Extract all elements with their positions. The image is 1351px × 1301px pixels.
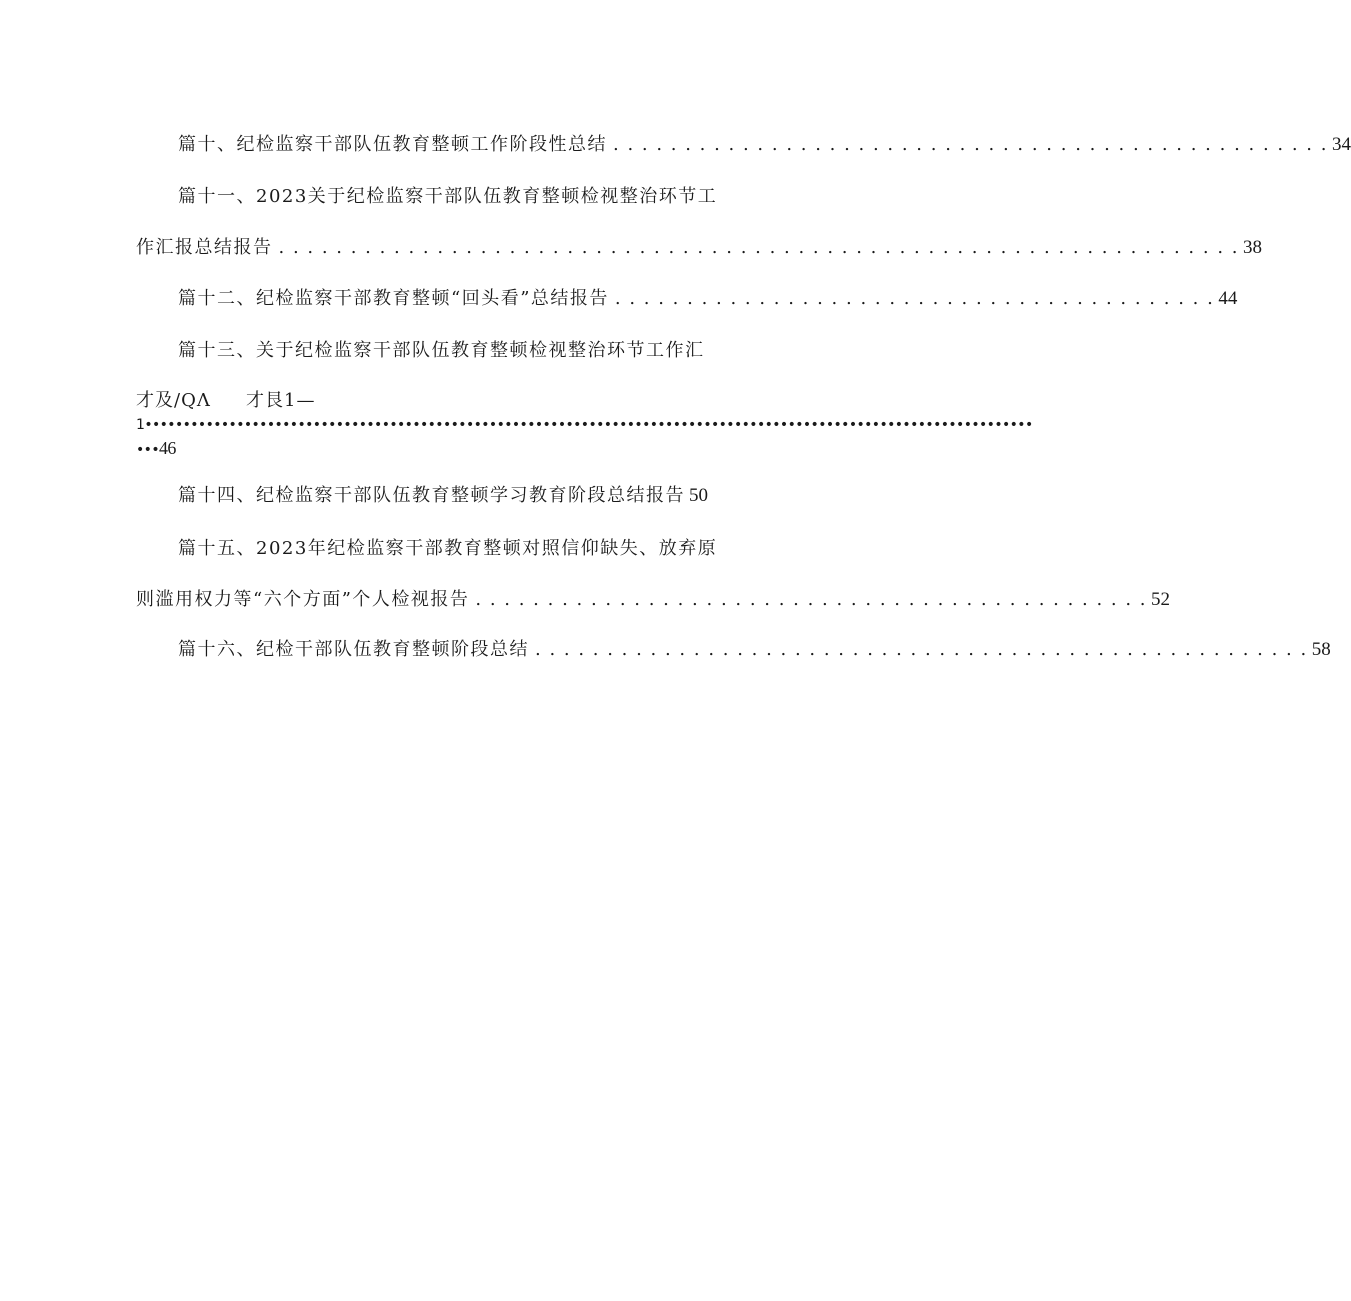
toc-entry-line2[interactable] xyxy=(136,586,1171,614)
toc-entry-title-cont: 则滥用权力等“六个方面”个人检视报告 xyxy=(136,589,470,610)
bullet-dots: ••• xyxy=(136,442,159,458)
toc-entry-line1[interactable] xyxy=(178,337,738,365)
garbled-text: 才及/QΛ xyxy=(136,390,211,411)
toc-entry-line1[interactable] xyxy=(178,183,738,211)
toc-page-number: 58 xyxy=(1311,639,1331,660)
toc-entry-title: 篇十六、纪检干部队伍教育整顿阶段总结 xyxy=(178,639,529,660)
toc-entry-line1[interactable] xyxy=(178,535,738,563)
toc-entry[interactable] xyxy=(178,482,738,510)
toc-bullet-leader xyxy=(136,413,1033,437)
toc-leader-dots: . . . . . . . . . . . . . . . . . . . . . . . . . . . . . . . . . . . . . . . . . . . . . . . . . . xyxy=(613,134,1328,155)
toc-bullet-leader-end[interactable] xyxy=(136,436,256,462)
toc-entry[interactable] xyxy=(178,636,1331,664)
toc-page-number: 34 xyxy=(1331,134,1351,155)
bullet-start: 1 xyxy=(136,417,145,433)
toc-leader-dots: . . . . . . . . . . . . . . . . . . . . . . . . . . . . . . . . . . . . . . . . . . . . . . . . . . . . . . xyxy=(535,639,1308,660)
toc-entry-line2[interactable] xyxy=(136,234,1262,262)
toc-leader-dots: . . . . . . . . . . . . . . . . . . . . . . . . . . . . . . . . . . . . . . . . . . . . . . . xyxy=(475,589,1148,610)
toc-page-number: 44 xyxy=(1218,288,1238,309)
garbled-text: 才艮1— xyxy=(246,390,316,411)
toc-entry-title-cont: 作汇报总结报告 xyxy=(136,237,273,258)
toc-entry-title: 篇十、纪检监察干部队伍教育整顿工作阶段性总结 xyxy=(178,134,607,155)
toc-page-number: 38 xyxy=(1242,237,1262,258)
toc-page-number: 50 xyxy=(689,485,708,506)
toc-entry-title: 篇十五、2023年纪检监察干部教育整顿对照信仰缺失、放弃原 xyxy=(178,538,718,559)
toc-entry-title: 篇十一、2023关于纪检监察干部队伍教育整顿检视整治环节工 xyxy=(178,186,718,207)
toc-entry[interactable] xyxy=(178,285,1238,313)
toc-entry[interactable] xyxy=(178,131,1351,159)
toc-entry-title: 篇十二、纪检监察干部教育整顿“回头看”总结报告 xyxy=(178,288,609,309)
bullet-dots: •••••••••••••••••••••••••••••••••••••••••••••••••••••••••••••••••••••••••••••••••••••••••••••••••••••••••••••••••••• xyxy=(144,417,1033,433)
toc-page-number: 52 xyxy=(1151,589,1171,610)
toc-entry-title: 篇十四、纪检监察干部队伍教育整顿学习教育阶段总结报告 xyxy=(178,485,685,506)
toc-leader-dots: . . . . . . . . . . . . . . . . . . . . . . . . . . . . . . . . . . . . . . . . . . xyxy=(614,288,1215,309)
toc-page-number: 46 xyxy=(158,438,176,458)
toc-leader-dots: . . . . . . . . . . . . . . . . . . . . . . . . . . . . . . . . . . . . . . . . . . . . . . . . . . . . . . . . . . . . . . . . . . . xyxy=(278,237,1239,258)
toc-entry-title: 篇十三、关于纪检监察干部队伍教育整顿检视整治环节工作汇 xyxy=(178,340,705,361)
